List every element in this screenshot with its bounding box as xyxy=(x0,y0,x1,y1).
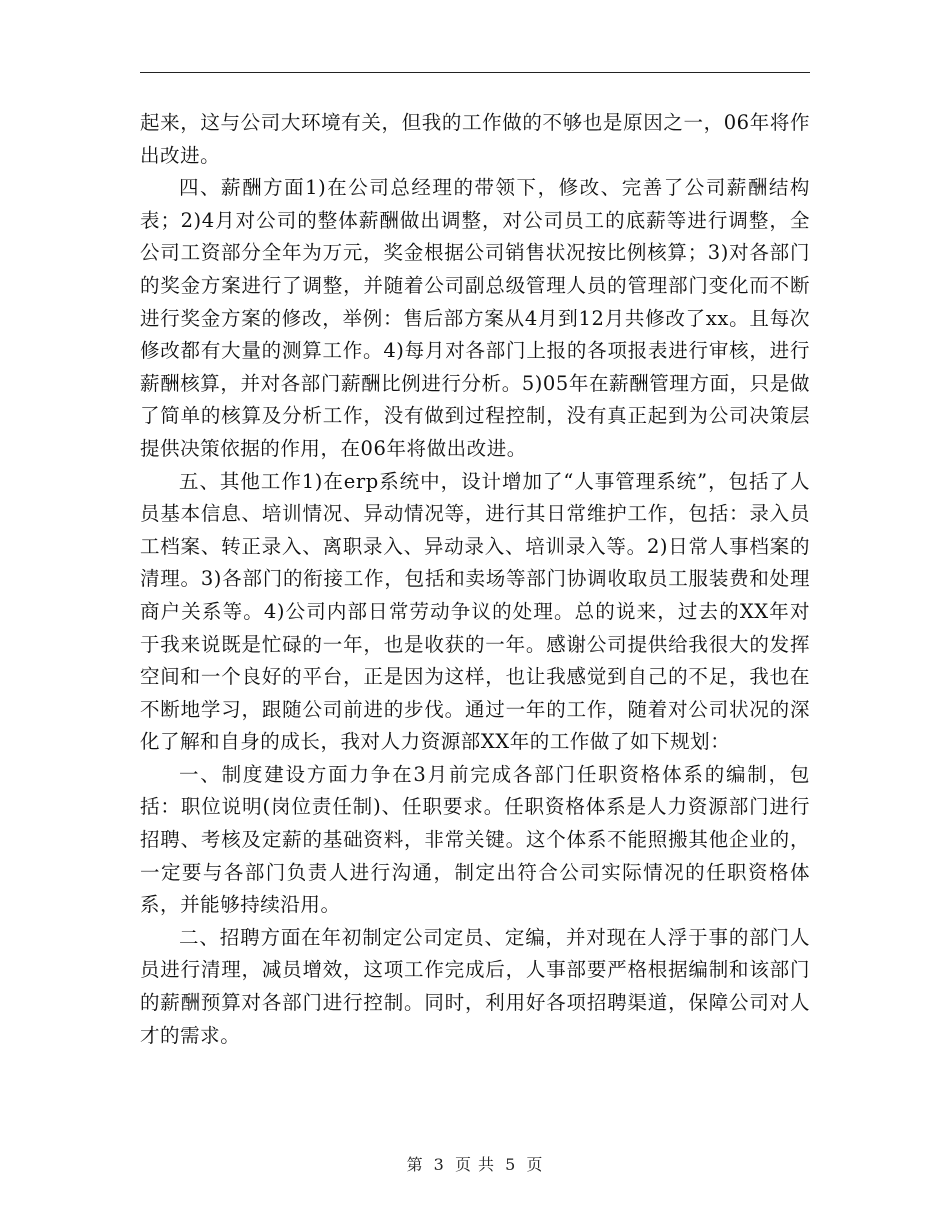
paragraph-other-work: 五、其他工作1)在erp系统中，设计增加了“人事管理系统”，包括了人员基本信息、培训情况、异动情况等，进行其日常维护工作，包括：录入员工档案、转正录入、离职录入、异动录入、培训录入等。2)日常人事档案的清理。3)各部门的衔接工作，包括和卖场等部门协调收取员工服装费和处理商户关系等。4)公司内部日常劳动争议的处理。总的说来，过去的XX年对于我来说既是忙碌的一年，也是收获的一年。感谢公司提供给我很大的发挥空间和一个良好的平台，正是因为这样，也让我感觉到自己的不足，我也在不断地学习，跟随公司前进的步伐。通过一年的工作，随着对公司状况的深化了解和自身的成长，我对人力资源部XX年的工作做了如下规划： xyxy=(140,469,810,754)
footer-prefix: 第 xyxy=(406,1155,424,1174)
document-body xyxy=(140,107,810,1052)
page-footer xyxy=(0,1152,950,1175)
paragraph-continuation: 起来，这与公司大环境有关，但我的工作做的不够也是原因之一，06年将作出改进。 xyxy=(140,111,810,167)
footer-middle: 页 共 xyxy=(454,1155,496,1174)
footer-suffix: 页 xyxy=(526,1155,544,1174)
footer-total-pages: 5 xyxy=(505,1155,517,1174)
paragraph-system-building: 一、制度建设方面力争在3月前完成各部门任职资格体系的编制，包括：职位说明(岗位责任制)、任职要求。任职资格体系是人力资源部门进行招聘、考核及定薪的基础资料，非常关键。这个体系不能照搬其他企业的，一定要与各部门负责人进行沟通，制定出符合公司实际情况的任职资格体系，并能够持续沿用。 xyxy=(140,762,810,917)
paragraph-compensation: 四、薪酬方面1)在公司总经理的带领下，修改、完善了公司薪酬结构表；2)4月对公司的整体薪酬做出调整，对公司员工的底薪等进行调整，全公司工资部分全年为万元，奖金根据公司销售状况按比例核算；3)对各部门的奖金方案进行了调整，并随着公司副总级管理人员的管理部门变化而不断进行奖金方案的修改，举例：售后部方案从4月到12月共修改了xx。且每次修改都有大量的测算工作。4)每月对各部门上报的各项报表进行审核，进行薪酬核算，并对各部门薪酬比例进行分析。5)05年在薪酬管理方面，只是做了简单的核算及分析工作，没有做到过程控制，没有真正起到为公司决策层提供决策依据的作用，在06年将做出改进。 xyxy=(140,176,810,460)
footer-page-number: 3 xyxy=(433,1155,445,1174)
paragraph-recruitment: 二、招聘方面在年初制定公司定员、定编，并对现在人浮于事的部门人员进行清理，减员增效，这项工作完成后，人事部要严格根据编制和该部门的薪酬预算对各部门进行控制。同时，利用好各项招聘渠道，保障公司对人才的需求。 xyxy=(140,925,810,1047)
header-rule xyxy=(140,72,810,73)
